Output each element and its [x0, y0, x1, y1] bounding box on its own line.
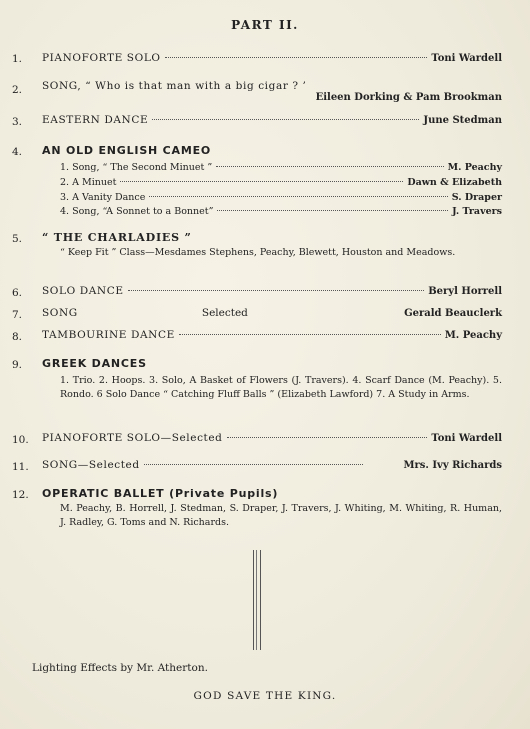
- dot-leader: [165, 57, 428, 58]
- item-number: 7.: [12, 309, 23, 321]
- programme-item: [42, 285, 502, 297]
- performer: Toni Wardell: [431, 53, 502, 64]
- programme-item: [42, 329, 502, 341]
- item-label: SONG: [42, 307, 78, 319]
- dot-leader: [144, 464, 364, 465]
- item-number: 1.: [12, 53, 23, 65]
- lighting-credit: Lighting Effects by Mr. Atherton.: [32, 662, 208, 674]
- item-number: 11.: [12, 461, 29, 473]
- item-number: 5.: [12, 233, 23, 245]
- ballet-text: M. Peachy, B. Horrell, J. Stedman, S. Draper, J. Travers, J. Whiting, M. Whiting, R. Human, J. Radley, G. Toms and N. Richards.: [60, 503, 502, 528]
- dot-leader: [149, 196, 447, 197]
- performer: June Stedman: [423, 115, 502, 126]
- section-heading: GREEK DANCES: [42, 357, 147, 370]
- item-label: TAMBOURINE DANCE: [42, 329, 175, 341]
- cameo-label: 4. Song, “A Sonnet to a Bonnet”: [60, 206, 214, 217]
- performer: M. Peachy: [444, 330, 502, 341]
- cameo-label: 1. Song, “ The Second Minuet ”: [60, 162, 213, 173]
- decorative-rule: [253, 550, 261, 650]
- performer: Mrs. Ivy Richards: [403, 460, 502, 471]
- cameo-label: 3. A Vanity Dance: [60, 192, 146, 203]
- dot-leader: [217, 210, 448, 211]
- item-number: 4.: [12, 146, 23, 158]
- dot-leader: [152, 119, 419, 120]
- item-label: PIANOFORTE SOLO—Selected: [42, 432, 223, 444]
- item-label: SONG, “ Who is that man with a big cigar ? ’: [42, 80, 307, 92]
- programme-item: [42, 52, 502, 64]
- item-number: 9.: [12, 359, 23, 371]
- programme-item: [42, 432, 502, 444]
- performer: M. Peachy: [447, 162, 502, 173]
- item-number: 12.: [12, 489, 29, 501]
- dot-leader: [120, 181, 403, 182]
- programme-item: [42, 80, 502, 92]
- item-number: 8.: [12, 331, 23, 343]
- cameo-label: 2. A Minuet: [60, 177, 117, 188]
- item-number: 2.: [12, 84, 23, 96]
- cameo-item: [60, 162, 502, 173]
- performer: S. Draper: [451, 192, 502, 203]
- cameo-item: [60, 192, 502, 203]
- item-number: 10.: [12, 434, 29, 446]
- programme-item: [42, 307, 502, 319]
- programme-item: [42, 114, 502, 126]
- dot-leader: [128, 290, 425, 291]
- item-selected: Selected: [201, 307, 248, 319]
- item-label: EASTERN DANCE: [42, 114, 149, 126]
- item-number: 3.: [12, 116, 23, 128]
- section-heading: OPERATIC BALLET (Private Pupils): [42, 487, 279, 500]
- performer: Toni Wardell: [431, 433, 502, 444]
- charladies-text: “ Keep Fit ” Class—Mesdames Stephens, Peachy, Blewett, Houston and Meadows.: [60, 247, 456, 258]
- dot-leader: [227, 437, 428, 438]
- page-title: PART II.: [231, 18, 299, 32]
- performer: Gerald Beauclerk: [404, 308, 502, 319]
- greek-text: 1. Trio. 2. Hoops. 3. Solo, A Basket of Flowers (J. Travers). 4. Scarf Dance (M. Peachy). 5. Rondo. 6 Solo Dance “ Catching Fluff Balls ” (Elizabeth Lawford) 7. A Study in Arms.: [60, 375, 502, 400]
- cameo-item: [60, 206, 502, 217]
- programme-item: [42, 459, 502, 471]
- section-heading: AN OLD ENGLISH CAMEO: [42, 144, 212, 157]
- closing-line: GOD SAVE THE KING.: [193, 690, 337, 702]
- performer: Eileen Dorking & Pam Brookman: [315, 92, 502, 103]
- cameo-item: [60, 177, 502, 188]
- section-heading: “ THE CHARLADIES ”: [42, 231, 192, 244]
- dot-leader: [216, 166, 443, 167]
- item-label: SOLO DANCE: [42, 285, 124, 297]
- dot-leader: [179, 334, 441, 335]
- performer: J. Travers: [452, 206, 502, 217]
- item-label: SONG—Selected: [42, 459, 140, 471]
- performer: Dawn & Elizabeth: [407, 177, 502, 188]
- item-label: PIANOFORTE SOLO: [42, 52, 161, 64]
- performer: Beryl Horrell: [428, 286, 502, 297]
- item-number: 6.: [12, 287, 23, 299]
